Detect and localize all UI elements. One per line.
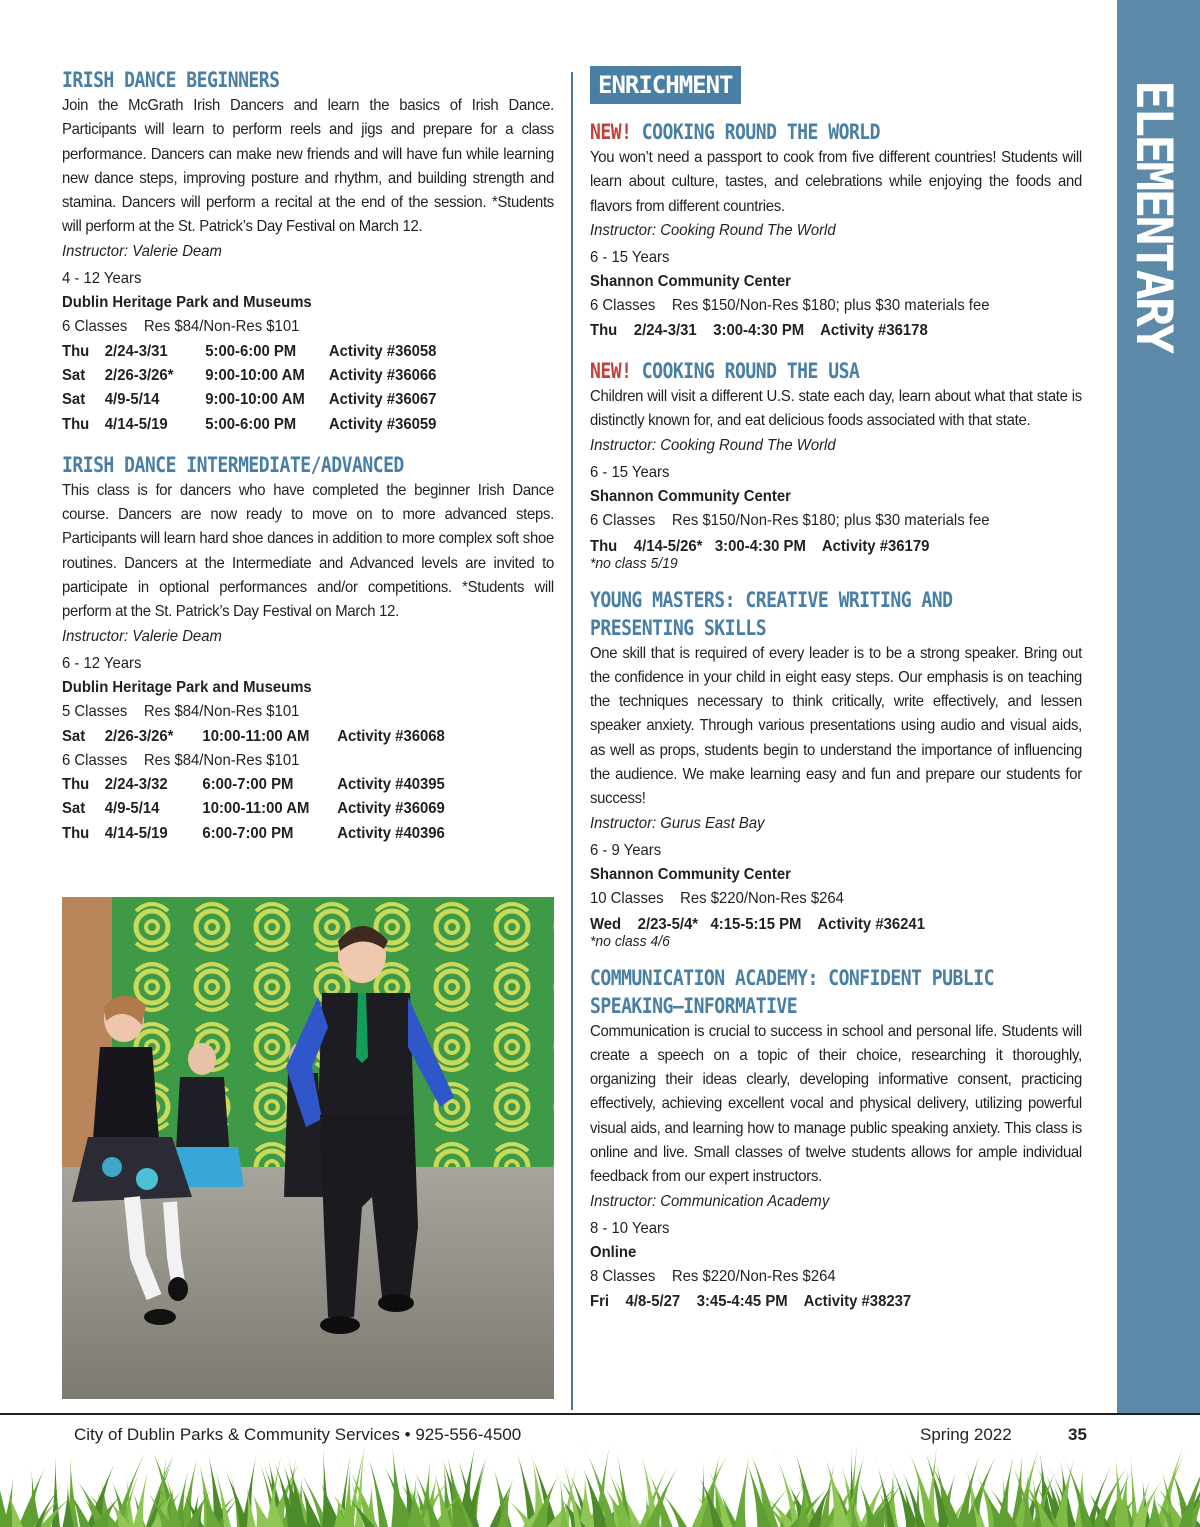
session-activity[interactable]: Activity #36069 bbox=[337, 800, 445, 818]
session-dates: 4/14-5/19 bbox=[104, 824, 168, 842]
course-description: One skill that is required of every leader is to be a strong speaker. Bring out the confidence in your child in eight easy steps. Our emphasis is on teaching the techniques necessary to think critically, write effectively, and lessen speaker anxiety. Through various presentations using audio and visual aids, as well as props, students begin to understand the importance of influencing the audience. We make learning easy and fun and prepare our students for success! bbox=[590, 644, 1082, 808]
course-cooking-usa bbox=[590, 357, 1082, 571]
session-dates: 4/14-5/19 bbox=[104, 415, 168, 433]
session-row bbox=[62, 388, 554, 412]
course-location: Shannon Community Center bbox=[590, 487, 791, 505]
course-fees: 5 Classes Res $84/Non-Res $101 bbox=[62, 703, 300, 721]
grass-blade bbox=[1147, 1491, 1162, 1527]
course-fees: 6 Classes Res $150/Non-Res $180; plus $30 materials fee bbox=[590, 512, 990, 530]
session-day: Sat bbox=[62, 800, 86, 818]
footer-rule bbox=[0, 1413, 1200, 1415]
new-badge: NEW! bbox=[590, 359, 632, 384]
course-instructor: Instructor: Cooking Round The World bbox=[590, 221, 836, 239]
session-dates: 2/26-3/26* bbox=[104, 727, 174, 745]
course-location: Dublin Heritage Park and Museums bbox=[62, 294, 312, 312]
course-instructor: Instructor: Gurus East Bay bbox=[590, 814, 765, 832]
course-title: IRISH DANCE INTERMEDIATE/ADVANCED bbox=[62, 452, 404, 477]
session-time: 9:00-10:00 AM bbox=[205, 366, 305, 384]
session-day: Thu bbox=[62, 342, 90, 360]
course-description: Children will visit a different U.S. state each day, learn about what that state is distinctly known for, and eat delicious foods associated with that state. bbox=[590, 388, 1082, 430]
session-activity[interactable]: Activity #36066 bbox=[328, 366, 437, 384]
left-column bbox=[62, 66, 554, 860]
session-row[interactable]: Wed 2/23-5/4* 4:15-5:15 PM Activity #36241 bbox=[590, 915, 925, 933]
right-column bbox=[590, 66, 1082, 1328]
session-dates: 2/26-3/26* bbox=[104, 366, 174, 384]
course-title: COMMUNICATION ACADEMY: CONFIDENT PUBLIC bbox=[590, 965, 994, 990]
course-title-text: COOKING ROUND THE USA bbox=[641, 359, 860, 384]
page-number: 35 bbox=[1068, 1425, 1087, 1444]
session-row[interactable]: Thu 2/24-3/31 3:00-4:30 PM Activity #36178 bbox=[590, 321, 928, 339]
session-row bbox=[62, 364, 554, 388]
irish-dancers-photo bbox=[62, 897, 554, 1399]
course-description: Communication is crucial to success in school and personal life. Students will create a speech on a topic of their choice, researching it thoroughly, organizing their ideas clearly, developing informative consent, practicing effectively, achieving excellent vocal and physical delivery, utilizing powerful visual aids, and learning how to manage public speaking anxiety. This class is online and live. Small classes of twelve students allows for ample individual feedback from our expert instructors. bbox=[590, 1022, 1082, 1186]
session-row bbox=[62, 340, 554, 364]
session-time: 6:00-7:00 PM bbox=[202, 776, 294, 794]
session-row bbox=[62, 725, 554, 749]
session-row bbox=[62, 822, 554, 846]
course-description: Join the McGrath Irish Dancers and learn the basics of Irish Dance. Participants will learn to perform reels and jigs and prepare for a class performance. Dancers can make new friends and will have fun while learning new dance steps, improving posture and rhythm, and building strength and stamina. Dancers will perform a recital at the end of the session. *Students will perform at the St. Patrick’s Day Festival on March 12. bbox=[62, 97, 554, 236]
course-fees: 8 Classes Res $220/Non-Res $264 bbox=[590, 1268, 836, 1286]
course-irish-dance-beginners bbox=[62, 66, 554, 437]
course-instructor: Instructor: Communication Academy bbox=[590, 1192, 830, 1210]
session-activity[interactable]: Activity #36067 bbox=[328, 391, 437, 409]
course-fees: 6 Classes Res $84/Non-Res $101 bbox=[62, 318, 300, 336]
session-activity[interactable]: Activity #36058 bbox=[328, 342, 437, 360]
session-time: 10:00-11:00 AM bbox=[202, 800, 310, 818]
session-dates: 4/9-5/14 bbox=[104, 800, 160, 818]
course-location: Dublin Heritage Park and Museums bbox=[62, 678, 312, 696]
course-location: Online bbox=[590, 1243, 637, 1261]
course-description: This class is for dancers who have completed the beginner Irish Dance course. Dancers are now ready to move on to more advanced steps. Participants will learn hard shoe dances in addition to more complex soft shoe routines. Dancers at the Intermediate and Advanced levels are invited to participate in optional performances and/or competitions. *Students will perform at the St. Patrick’s Day Festival on March 12. bbox=[62, 481, 554, 621]
session-activity[interactable]: Activity #36068 bbox=[337, 727, 445, 745]
footer-season: Spring 2022 bbox=[920, 1425, 1012, 1444]
course-ages: 6 - 15 Years bbox=[590, 463, 670, 481]
session-dates: 4/9-5/14 bbox=[104, 391, 160, 409]
session-day: Sat bbox=[62, 727, 86, 745]
course-fees: 6 Classes Res $84/Non-Res $101 bbox=[62, 751, 300, 769]
session-activity[interactable]: Activity #36059 bbox=[328, 415, 437, 433]
course-ages: 6 - 15 Years bbox=[590, 248, 670, 266]
grass-blade bbox=[744, 1456, 770, 1527]
course-irish-dance-intermediate bbox=[62, 451, 554, 846]
section-banner: ENRICHMENT bbox=[590, 66, 741, 104]
session-row bbox=[62, 797, 554, 821]
session-activity[interactable]: Activity #40396 bbox=[337, 824, 445, 842]
course-title bbox=[590, 118, 1080, 146]
course-instructor: Instructor: Cooking Round The World bbox=[590, 436, 836, 454]
grass-decoration bbox=[0, 1445, 1200, 1527]
session-dates: 2/24-3/31 bbox=[104, 342, 168, 360]
course-title-text: COOKING ROUND THE WORLD bbox=[641, 120, 881, 144]
session-time: 9:00-10:00 AM bbox=[205, 391, 305, 409]
session-day: Thu bbox=[62, 415, 90, 433]
course-fees: 6 Classes Res $150/Non-Res $180; plus $30 materials fee bbox=[590, 297, 990, 315]
session-note: *no class 5/19 bbox=[590, 554, 678, 572]
session-activity[interactable]: Activity #40395 bbox=[337, 776, 445, 794]
session-row[interactable]: Thu 4/14-5/26* 3:00-4:30 PM Activity #36179 bbox=[590, 537, 930, 555]
course-ages: 8 - 10 Years bbox=[590, 1219, 670, 1237]
session-dates: 2/24-3/32 bbox=[104, 776, 168, 794]
course-title: IRISH DANCE BEGINNERS bbox=[62, 68, 280, 92]
course-communication-academy bbox=[590, 964, 1082, 1314]
course-instructor: Instructor: Valerie Deam bbox=[62, 242, 222, 260]
course-location: Shannon Community Center bbox=[590, 865, 791, 883]
new-badge: NEW! bbox=[590, 120, 632, 144]
course-cooking-world bbox=[590, 118, 1082, 343]
course-description: You won’t need a passport to cook from five different countries! Students will learn about culture, tastes, and celebrations while enjoying the foods and flavors from different countries. bbox=[590, 149, 1082, 215]
course-title: YOUNG MASTERS: CREATIVE WRITING AND bbox=[590, 587, 953, 612]
course-instructor: Instructor: Valerie Deam bbox=[62, 627, 222, 645]
session-day: Sat bbox=[62, 391, 86, 409]
course-title-line2: SPEAKING—INFORMATIVE bbox=[590, 993, 798, 1018]
grass-blade bbox=[734, 1456, 749, 1527]
course-location: Shannon Community Center bbox=[590, 273, 791, 291]
session-row[interactable]: Fri 4/8-5/27 3:45-4:45 PM Activity #38237 bbox=[590, 1292, 912, 1310]
course-title bbox=[590, 357, 1080, 385]
session-time: 5:00-6:00 PM bbox=[205, 342, 297, 360]
course-ages: 4 - 12 Years bbox=[62, 269, 142, 287]
session-time: 5:00-6:00 PM bbox=[205, 415, 297, 433]
session-time: 10:00-11:00 AM bbox=[202, 727, 310, 745]
session-row bbox=[62, 413, 554, 437]
course-title-line2: PRESENTING SKILLS bbox=[590, 615, 767, 640]
course-young-masters bbox=[590, 586, 1082, 950]
session-day: Sat bbox=[62, 366, 86, 384]
session-row bbox=[62, 773, 554, 797]
course-fees: 10 Classes Res $220/Non-Res $264 bbox=[590, 890, 844, 908]
session-day: Thu bbox=[62, 776, 90, 794]
footer-org: City of Dublin Parks & Community Services • 925-556-4500 bbox=[74, 1425, 522, 1444]
section-label: ELEMENTARY bbox=[1124, 80, 1183, 352]
course-ages: 6 - 9 Years bbox=[590, 841, 662, 859]
course-ages: 6 - 12 Years bbox=[62, 654, 142, 672]
session-time: 6:00-7:00 PM bbox=[202, 824, 294, 842]
session-note: *no class 4/6 bbox=[590, 932, 670, 950]
column-divider bbox=[571, 72, 573, 1410]
session-day: Thu bbox=[62, 824, 90, 842]
